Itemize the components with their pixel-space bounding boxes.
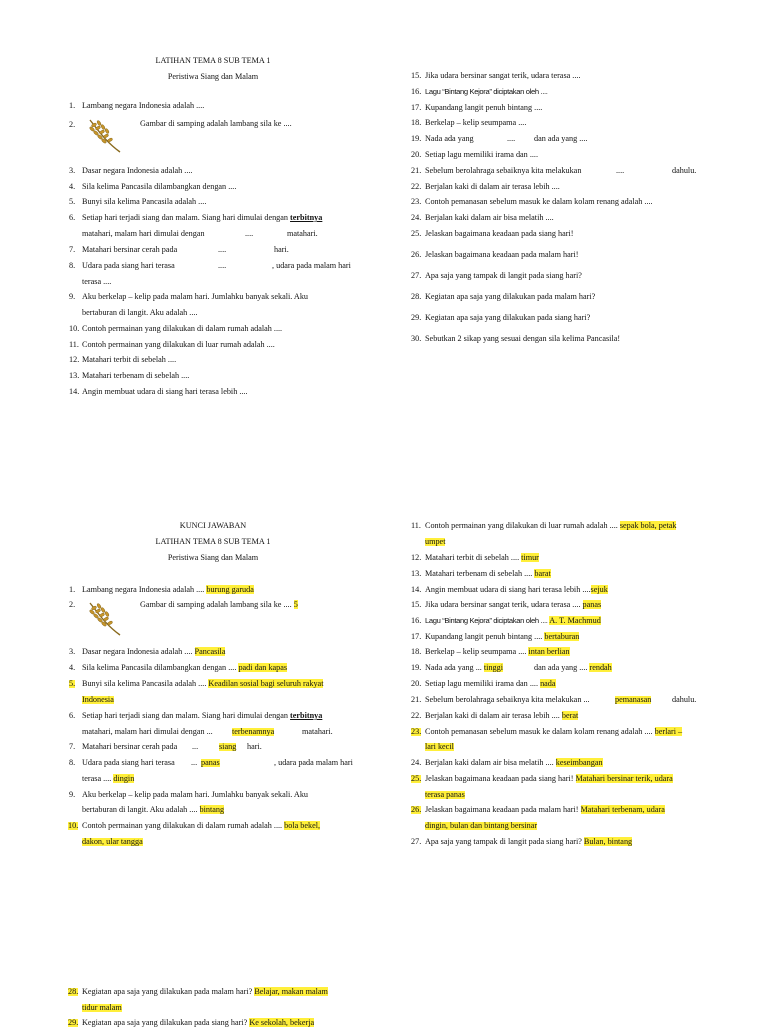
answer-highlight: barat (534, 569, 551, 578)
answer-27: Apa saja yang tampak di langit pada siang hari? Bulan, bintang (425, 837, 633, 846)
answer-number: 22. (411, 711, 422, 720)
answer-highlight: Belajar, makan malam (254, 987, 328, 996)
question-19-blank: .... (507, 134, 516, 143)
question-20: Setiap lagu memiliki irama dan .... (425, 150, 539, 159)
answer-number: 4. (69, 663, 76, 672)
question-21-blank: .... (616, 166, 625, 175)
answer-number: 2. (69, 600, 76, 609)
question-7a: Matahari bersinar cerah pada (82, 245, 178, 254)
question-19b: dan ada yang .... (534, 134, 588, 143)
answer-highlight: keseimbangan (555, 758, 603, 767)
question-number: 22. (411, 182, 422, 191)
answer-key-heading: KUNCI JAWABAN (179, 521, 247, 530)
answer-16: Lagu “Bintang Kejora” diciptakan oleh .... A. T. Machmud (425, 616, 601, 625)
answer-19b: dan ada yang .... rendah (534, 663, 612, 672)
answer-number: 26. (411, 805, 422, 814)
answer-8b: , udara pada malam hari (274, 758, 353, 767)
answer-number: 21. (411, 695, 422, 704)
answer-5-line-1: Bunyi sila kelima Pancasila adalah .... Keadilan sosial bagi seluruh rakyat (82, 679, 324, 688)
answer-20: Setiap lagu memiliki irama dan .... nada (425, 679, 556, 688)
question-number: 25. (411, 229, 422, 238)
question-number: 10. (69, 324, 80, 333)
answer-3: Dasar negara Indonesia adalah .... Pancasila (82, 647, 226, 656)
question-number: 20. (411, 150, 422, 159)
answer-8a: Udara pada siang hari terasa (82, 758, 175, 767)
question-29: Kegiatan apa saja yang dilakukan pada siang hari? (425, 313, 591, 322)
answer-6-line-1: Setiap hari terjadi siang dan malam. Siang hari dimulai dengan terbitnya (82, 711, 323, 720)
answer-highlight: sepak bola, petak (619, 521, 677, 530)
question-number: 13. (69, 371, 80, 380)
question-21a: Sebelum berolahraga sebaiknya kita melakukan (425, 166, 582, 175)
question-8a: Udara pada siang hari terasa (82, 261, 175, 270)
answer-number: 18. (411, 647, 422, 656)
emphasized-word: terbitnya (290, 711, 323, 720)
question-16: Lagu “Bintang Kejora” diciptakan oleh .... (425, 87, 548, 96)
answer-key-subtitle: Peristiwa Siang dan Malam (167, 553, 259, 562)
question-number: 29. (411, 313, 422, 322)
answer-highlight: siang (219, 742, 237, 751)
answer-24: Berjalan kaki dalam air bisa melatih .... keseimbangan (425, 758, 603, 767)
answer-number: 20. (411, 679, 422, 688)
question-6-blank: .... (245, 229, 254, 238)
answer-highlight: panas (582, 600, 602, 609)
question-25: Jelaskan bagaimana keadaan pada siang hari! (425, 229, 574, 238)
answer-number: 29. (68, 1018, 79, 1027)
answer-12: Matahari terbit di sebelah .... timur (425, 553, 539, 562)
answer-highlight: Ke sekolah, bekerja (249, 1018, 315, 1027)
answer-number: 9. (69, 790, 76, 799)
answer-highlight: Matahari bersinar terik, udara (575, 774, 673, 783)
answer-highlight: 5 (293, 600, 298, 609)
answer-highlight: A. T. Machmud (549, 616, 601, 625)
answer-number: 28. (68, 987, 79, 996)
question-11: Contoh permainan yang dilakukan di luar rumah adalah .... (82, 340, 275, 349)
question-30: Sebutkan 2 sikap yang sesuai dengan sila kelima Pancasila! (425, 334, 621, 343)
answer-number: 12. (411, 553, 422, 562)
answer-highlight: pemanasan (615, 695, 652, 704)
question-7b: hari. (274, 245, 289, 254)
question-6-line-2b: matahari. (287, 229, 318, 238)
answer-11-line-1: Contoh permainan yang dilakukan di luar rumah adalah .... sepak bola, petak (425, 521, 677, 530)
answer-14: Angin membuat udara di siang hari terasa lebih ....sejuk (425, 585, 608, 594)
answer-7-dots: ... (192, 742, 199, 751)
question-19a: Nada ada yang (425, 134, 474, 143)
question-13: Matahari terbenam di sebelah .... (82, 371, 190, 380)
question-number: 16. (411, 87, 422, 96)
answer-28-line-1: Kegiatan apa saja yang dilakukan pada malam hari? Belajar, makan malam (82, 987, 328, 996)
question-14: Angin membuat udara di siang hari terasa lebih .... (82, 387, 248, 396)
question-number: 5. (69, 197, 76, 206)
question-21b: dahulu. (672, 166, 697, 175)
answer-number: 27. (411, 837, 422, 846)
question-1: Lambang negara Indonesia adalah .... (82, 101, 205, 110)
answer-number: 16. (411, 616, 422, 625)
question-28: Kegiatan apa saja yang dilakukan pada malam hari? (425, 292, 596, 301)
question-22: Berjalan kaki di dalam air terasa lebih .... (425, 182, 560, 191)
answer-22: Berjalan kaki di dalam air terasa lebih .... berat (425, 711, 579, 720)
answer-highlight: bola bekel, (284, 821, 321, 830)
question-number: 7. (69, 245, 76, 254)
answer-number: 11. (411, 521, 421, 530)
answer-key-title: LATIHAN TEMA 8 SUB TEMA 1 (155, 537, 271, 546)
answer-highlight: Bulan, bintang (583, 837, 633, 846)
answer-number: 1. (69, 585, 76, 594)
answer-26-line-1: Jelaskan bagaimana keadaan pada malam hari! Matahari terbenam, udara (425, 805, 665, 814)
answer-23-line-1: Contoh pemanasan sebelum masuk ke dalam kolam renang adalah .... berlari – (425, 727, 683, 736)
answer-9-line-2: bertaburan di langit. Aku adalah .... bintang (82, 805, 225, 814)
answer-1: Lambang negara Indonesia adalah .... burung garuda (82, 585, 254, 594)
answer-25-line-2: terasa panas (425, 790, 465, 799)
answer-21a: Sebelum berolahraga sebaiknya kita melakukan ... (425, 695, 590, 704)
answer-26-line-2: dingin, bulan dan bintang bersinar (425, 821, 538, 830)
answer-number: 19. (411, 663, 422, 672)
answer-19a: Nada ada yang ... tinggi (425, 663, 503, 672)
answer-4: Sila kelima Pancasila dilambangkan dengan .... padi dan kapas (82, 663, 288, 672)
answer-13: Matahari terbenam di sebelah .... barat (425, 569, 551, 578)
question-5: Bunyi sila kelima Pancasila adalah .... (82, 197, 207, 206)
answer-highlight: sejuk (590, 585, 608, 594)
answer-28-line-2: tidur malam (82, 1003, 122, 1012)
answer-number: 3. (69, 647, 76, 656)
answer-highlight: Keadilan sosial bagi seluruh rakyat (208, 679, 324, 688)
question-number: 9. (69, 292, 76, 301)
question-7-blank: .... (218, 245, 227, 254)
answer-highlight: Matahari terbenam, udara (580, 805, 665, 814)
answer-5-line-2: Indonesia (82, 695, 114, 704)
question-number: 8. (69, 261, 76, 270)
answer-highlight: intan berlian (528, 647, 570, 656)
question-number: 6. (69, 213, 76, 222)
question-10: Contoh permainan yang dilakukan di dalam rumah adalah .... (82, 324, 283, 333)
question-number: 23. (411, 197, 422, 206)
answer-number: 14. (411, 585, 422, 594)
answer-number: 24. (411, 758, 422, 767)
answer-highlight: berlari – (654, 727, 683, 736)
answer-highlight: burung garuda (206, 585, 254, 594)
question-24: Berjalan kaki dalam air bisa melatih .... (425, 213, 554, 222)
question-number: 28. (411, 292, 422, 301)
answer-number: 13. (411, 569, 422, 578)
answer-8-line-2: terasa .... dingin (82, 774, 135, 783)
answer-6-line-2b: matahari. (302, 727, 333, 736)
answer-highlight: nada (540, 679, 556, 688)
emphasized-word: terbitnya (290, 213, 323, 222)
answer-8-dots: ... (191, 758, 198, 767)
answer-7a: Matahari bersinar cerah pada (82, 742, 178, 751)
question-number: 30. (411, 334, 422, 343)
question-number: 19. (411, 134, 422, 143)
question-18: Berkelap – kelip seumpama .... (425, 118, 527, 127)
answer-15: Jika udara bersinar sangat terik, udara terasa .... panas (425, 600, 602, 609)
question-9-line-1: Aku berkelap – kelip pada malam hari. Jumlahku banyak sekali. Aku (82, 292, 309, 301)
question-8b: , udara pada malam hari (272, 261, 351, 270)
answer-highlight: Pancasila (194, 647, 226, 656)
answer-highlight: berat (561, 711, 579, 720)
answer-highlight: bertaburan (544, 632, 580, 641)
answer-7-end: hari. (247, 742, 262, 751)
question-8-blank: .... (218, 261, 227, 270)
question-number: 26. (411, 250, 422, 259)
question-15: Jika udara bersinar sangat terik, udara terasa .... (425, 71, 581, 80)
answer-highlight: timur (521, 553, 539, 562)
answer-highlight: padi dan kapas (238, 663, 288, 672)
question-number: 15. (411, 71, 422, 80)
question-number: 2. (69, 120, 76, 129)
exercise-subtitle: Peristiwa Siang dan Malam (167, 72, 259, 81)
question-6-line-2a: matahari, malam hari dimulai dengan (82, 229, 205, 238)
answer-number: 15. (411, 600, 422, 609)
question-number: 12. (69, 355, 80, 364)
answer-17: Kupandang langit penuh bintang .... bertaburan (425, 632, 580, 641)
question-6-line-1: Setiap hari terjadi siang dan malam. Siang hari dimulai dengan terbitnya (82, 213, 323, 222)
question-12: Matahari terbit di sebelah .... (82, 355, 177, 364)
answer-highlight: terbenamnya (232, 727, 275, 736)
answer-10-line-2: dakon, ular tangga (82, 837, 143, 846)
answer-number: 7. (69, 742, 76, 751)
answer-25-line-1: Jelaskan bagaimana keadaan pada siang hari! Matahari bersinar terik, udara (425, 774, 673, 783)
answer-highlight: rendah (589, 663, 612, 672)
answer-highlight: tinggi (483, 663, 503, 672)
question-17: Kupandang langit penuh bintang .... (425, 103, 543, 112)
question-number: 11. (69, 340, 79, 349)
answer-highlight: bintang (199, 805, 225, 814)
padi-kapas-icon (84, 597, 128, 641)
exercise-title: LATIHAN TEMA 8 SUB TEMA 1 (155, 56, 271, 65)
answer-number: 17. (411, 632, 422, 641)
question-number: 21. (411, 166, 422, 175)
answer-29-line-1: Kegiatan apa saja yang dilakukan pada siang hari? Ke sekolah, bekerja (82, 1018, 315, 1027)
answer-21-end: dahulu. (672, 695, 697, 704)
answer-number: 25. (411, 774, 422, 783)
answer-number: 5. (69, 679, 76, 688)
question-number: 18. (411, 118, 422, 127)
question-3: Dasar negara Indonesia adalah .... (82, 166, 193, 175)
question-number: 27. (411, 271, 422, 280)
answer-number: 10. (68, 821, 79, 830)
question-8-line-2: terasa .... (82, 277, 112, 286)
answer-highlight: dingin (113, 774, 135, 783)
question-2: Gambar di samping adalah lambang sila ke .... (140, 119, 292, 128)
question-27: Apa saja yang tampak di langit pada siang hari? (425, 271, 582, 280)
question-number: 3. (69, 166, 76, 175)
question-9-line-2: bertaburan di langit. Aku adalah .... (82, 308, 198, 317)
answer-9-line-1: Aku berkelap – kelip pada malam hari. Jumlahku banyak sekali. Aku (82, 790, 309, 799)
question-number: 4. (69, 182, 76, 191)
padi-kapas-icon (84, 114, 128, 158)
question-number: 24. (411, 213, 422, 222)
answer-10-line-1: Contoh permainan yang dilakukan di dalam rumah adalah .... bola bekel, (82, 821, 321, 830)
question-4: Sila kelima Pancasila dilambangkan dengan .... (82, 182, 237, 191)
question-26: Jelaskan bagaimana keadaan pada malam hari! (425, 250, 579, 259)
answer-2: Gambar di samping adalah lambang sila ke .... 5 (140, 600, 298, 609)
answer-highlight: panas (201, 758, 220, 767)
answer-11-line-2: umpet (425, 537, 446, 546)
answer-number: 23. (411, 727, 422, 736)
question-23: Contoh pemanasan sebelum masuk ke dalam kolam renang adalah .... (425, 197, 653, 206)
question-number: 14. (69, 387, 80, 396)
answer-18: Berkelap – kelip seumpama .... intan berlian (425, 647, 570, 656)
answer-number: 6. (69, 711, 76, 720)
answer-number: 8. (69, 758, 76, 767)
question-number: 1. (69, 101, 76, 110)
question-number: 17. (411, 103, 422, 112)
answer-23-line-2: lari kecil (425, 742, 454, 751)
answer-6-line-2a: matahari, malam hari dimulai dengan ... (82, 727, 213, 736)
